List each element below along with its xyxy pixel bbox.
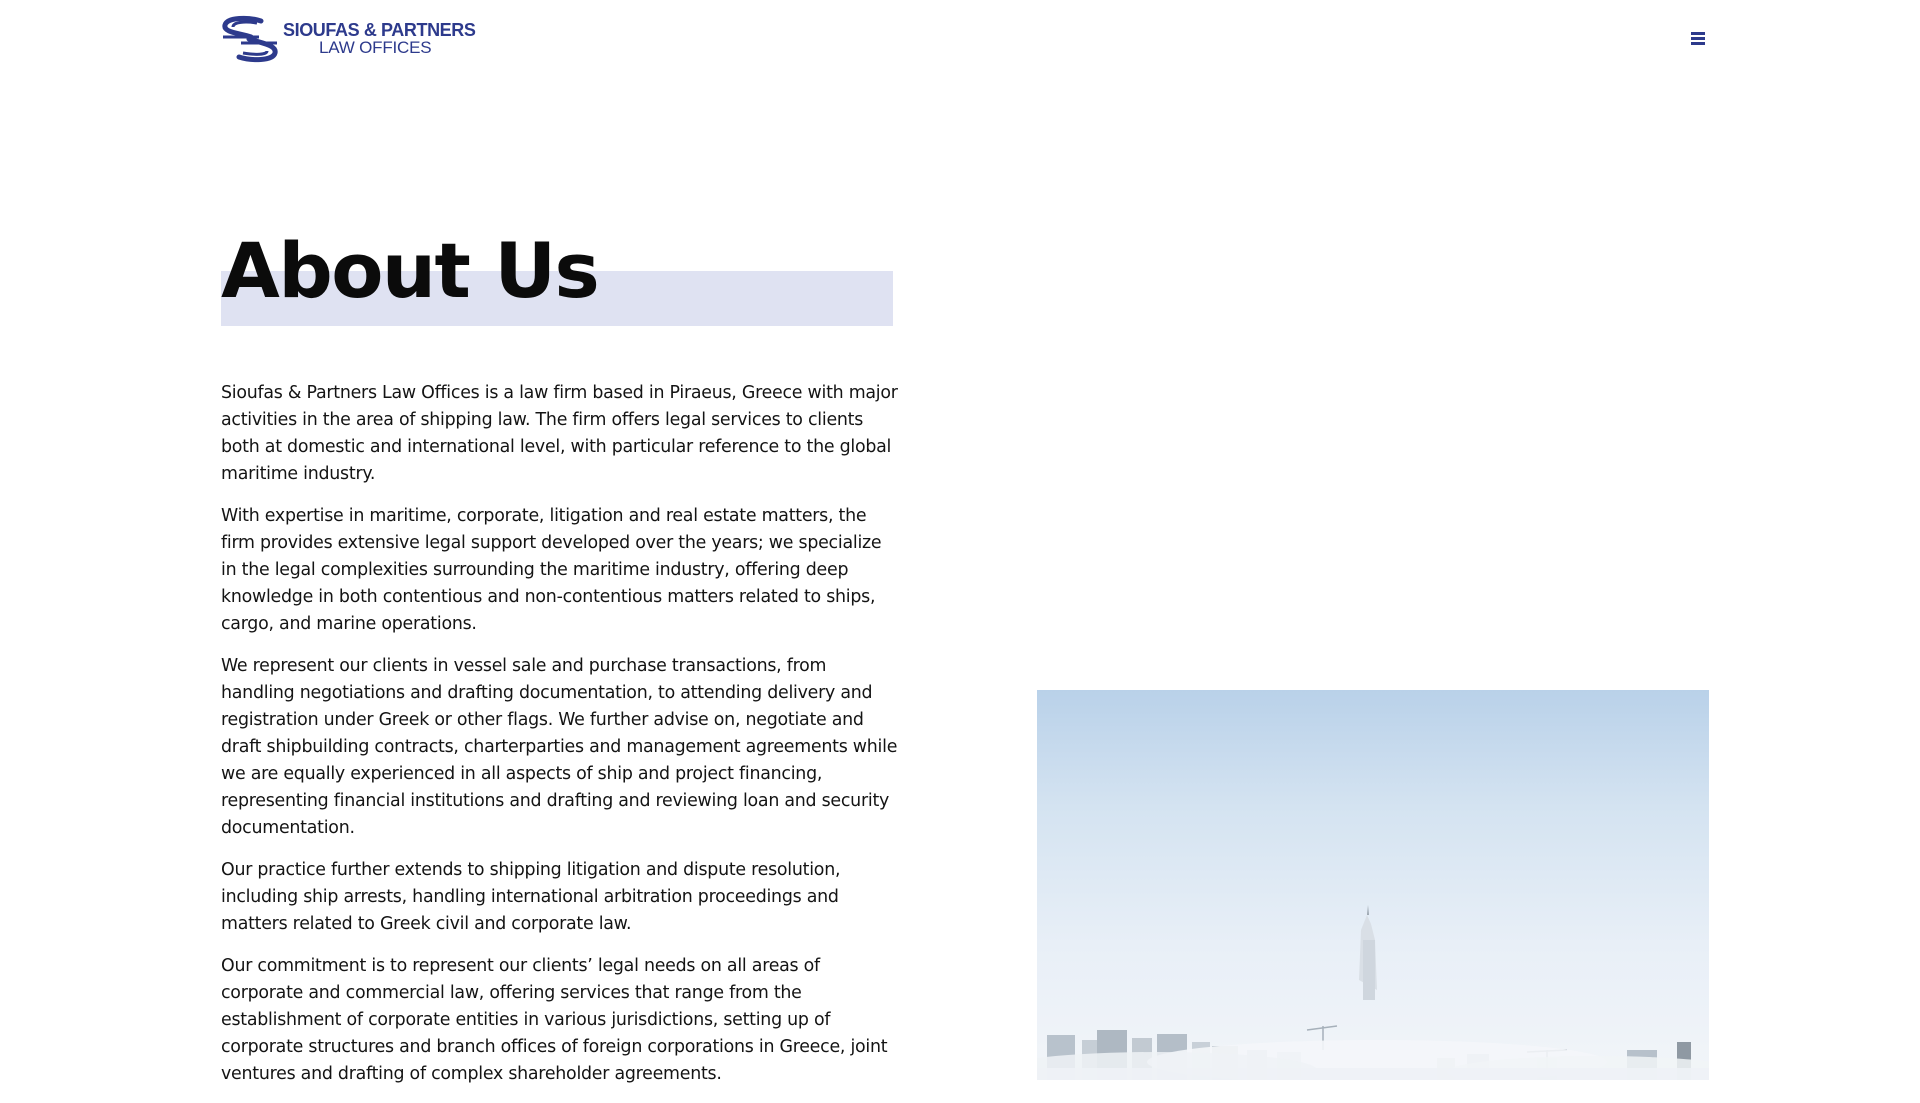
logo-title: SIOUFAS & PARTNERS [283, 20, 476, 40]
paragraph-transactions: We represent our clients in vessel sale and purchase transactions, from handling negotiations and drafting documentation, to attending delivery and registration under Greek or other flags. We further advise on, negotiate and draft shipbuilding contracts, charterparties and management agreements while we are equally experienced in all aspects of ship and project financing, representing financial institutions and drafting and reviewing loan and security documentation. [221, 656, 898, 838]
paragraph-intro: Sioufas & Partners Law Offices is a law firm based in Piraeus, Greece with major activities in the area of shipping law. The firm offers legal services to clients both at domestic and international level, with particular reference to the global maritime industry. [221, 383, 898, 484]
site-logo[interactable] [221, 15, 476, 65]
city-skyline-image [1037, 690, 1709, 1080]
paragraph-litigation: Our practice further extends to shipping litigation and dispute resolution, including ship arrests, handling international arbitration proceedings and matters related to Greek civil and corporate law. [221, 860, 841, 934]
paragraph-expertise: With expertise in maritime, corporate, litigation and real estate matters, the firm provides extensive legal support developed over the years; we specialize in the legal complexities surrounding the maritime industry, offering deep knowledge in both contentious and non-contentious matters related to ships, cargo, and marine operations. [221, 506, 882, 634]
about-text [221, 380, 901, 1103]
hamburger-menu-icon[interactable] [1688, 28, 1708, 48]
page-title: About Us [221, 226, 599, 315]
sp-monogram-icon [221, 15, 279, 63]
logo-subtitle: LAW OFFICES [319, 38, 432, 57]
paragraph-commitment: Our commitment is to represent our clients’ legal needs on all areas of corporate and commercial law, offering services that range from the establishment of corporate entities in various jurisdictions, setting up of corporate structures and branch offices of foreign corporations in Greece, joint ventures and drafting of complex shareholder agreements. [221, 956, 888, 1084]
site-header [0, 0, 1920, 80]
